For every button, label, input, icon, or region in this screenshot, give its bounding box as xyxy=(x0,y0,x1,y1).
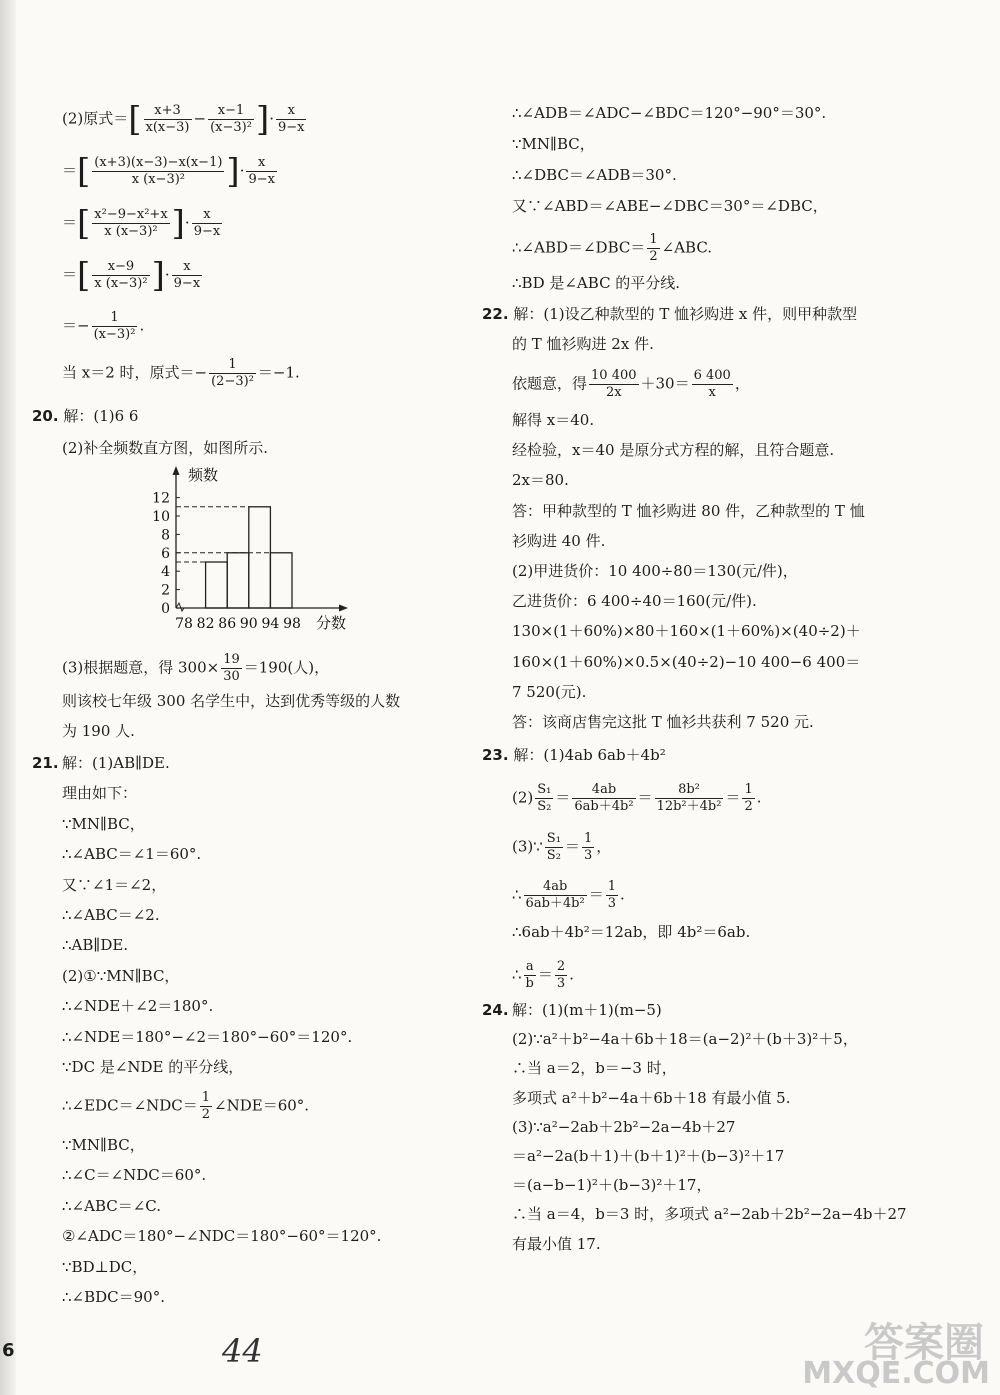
q20-line-5: 为 190 人. xyxy=(62,722,135,740)
fraction: $\frac{1}{3}$ xyxy=(583,831,593,863)
fraction: $\frac{x-1}{\text{(x−3)²}}$ xyxy=(210,103,252,135)
text-line: 有最小值 17. xyxy=(512,1234,601,1253)
q20-line-1: 20. 解：(1)6 6 xyxy=(32,407,139,425)
histogram-bar xyxy=(249,507,271,608)
q21-half-line: ∴∠EDC＝∠NDC＝ $\frac{1}{2}$ ∠NDE＝60°. xyxy=(62,1090,310,1122)
x-axis-label: 分数 xyxy=(316,614,347,632)
q23-line-3: (3)∵ $\frac{\text{S₁}}{\text{S₂}}$ ＝ $\frac{1}{3}$ ， xyxy=(512,831,612,863)
x-tick-label: 86 xyxy=(218,616,237,632)
text-line: 解：(1)(m＋1)(m−5) xyxy=(512,1001,662,1019)
fraction: $\frac{x+3}{x(x-3)}$ xyxy=(145,103,190,135)
fraction: $\frac{(x+3)(x-3)-x(x-1)}{\text{x (x−3)²}}$ xyxy=(94,155,223,187)
y-axis-arrow xyxy=(173,466,180,475)
text-line: ∴∠ABC＝∠1＝60°. xyxy=(62,845,202,864)
text-line: 经检验，x＝40 是原分式方程的解，且符合题意. xyxy=(512,441,835,460)
text-line: ∴当 a＝4，b＝3 时，多项式 a²−2ab＋2b²−2a−4b＋27 xyxy=(512,1205,907,1224)
text-line: 答：该商店售完这批 T 恤衫共获利 7 520 元. xyxy=(512,713,814,731)
fraction: $\frac{10 400}{2x}$ xyxy=(591,368,637,400)
text-line: 7 520(元). xyxy=(512,682,587,701)
text-line: (3)∵a²−2ab＋2b²−2a−4b＋27 xyxy=(512,1117,736,1136)
x-tick-label: 98 xyxy=(283,616,301,632)
q20-line-4: 则该校七年级 300 名学生中，达到优秀等级的人数 xyxy=(62,692,401,710)
y-tick-label: 10 xyxy=(152,509,170,525)
q19-line-2: ＝[ $\frac{(x+3)(x-3)-x(x-1)}{\text{x (x−3)²}}$ ]· $\frac{x}{9-x}$ xyxy=(62,151,275,192)
fraction: $\frac{x}{9-x}$ xyxy=(248,155,275,187)
watermark-en: MXQE.COM xyxy=(802,1356,990,1391)
text-line: ∴∠ABC＝∠2. xyxy=(62,906,160,924)
watermark xyxy=(802,1311,994,1391)
text-line: 130×(1＋60%)×80＋160×(1＋60%)×(40÷2)＋ xyxy=(512,622,861,641)
fraction: $\frac{1}{\text{(x−3)²}}$ xyxy=(93,310,136,342)
text-line: ∴当 a＝2，b＝−3 时， xyxy=(512,1059,677,1078)
fraction: $\frac{\text{x²−9−x²+x}}{\text{x (x−3)²}}$ xyxy=(94,207,168,239)
text-line: 解：(1)AB∥DE. xyxy=(62,754,170,772)
y-tick-label: 6 xyxy=(161,545,170,562)
q19-line-6: 当 x＝2 时，原式＝− $\frac{1}{\text{(2−3)²}}$ ＝−1. xyxy=(62,357,300,389)
q23-line-1: 23. 解：(1)4ab 6ab＋4b² xyxy=(482,746,666,764)
left-column xyxy=(0,0,480,1395)
text-line: ∴∠BDC＝90°. xyxy=(62,1288,165,1306)
q19-line-3: ＝[ $\frac{\text{x²−9−x²+x}}{\text{x (x−3)²}}$ ]· $\frac{x}{9-x}$ xyxy=(62,203,221,244)
r21-last-line: ∴BD 是∠ABC 的平分线. xyxy=(512,274,681,292)
handwritten-note: 44 xyxy=(222,1332,263,1370)
x-tick-label: 90 xyxy=(239,616,258,632)
y-tick-label: 0 xyxy=(161,601,170,617)
fraction: $\frac{1}{2}$ xyxy=(744,782,753,814)
text-line: 答：甲种款型的 T 恤衫购进 80 件，乙种款型的 T 恤 xyxy=(512,501,865,520)
q19-line-4: ＝[ $\frac{x-9}{\text{x (x−3)²}}$ ]· $\frac{x}{9-x}$ xyxy=(62,255,201,296)
fraction: $\frac{\text{8b²}}{\text{12b²＋4b²}}$ xyxy=(656,782,722,814)
right-column xyxy=(480,0,1000,1395)
q23-line-4: ∴ $\frac{4ab}{\text{6ab＋4b²}}$ ＝ $\frac{1}{3}$ . xyxy=(512,879,625,911)
r21-half-line: ∴∠ABD＝∠DBC＝ $\frac{1}{2}$ ∠ABC. xyxy=(512,232,713,264)
fraction: $\frac{\text{S₁}}{\text{S₂}}$ xyxy=(546,831,561,863)
axis-break xyxy=(176,603,184,611)
q23-line-5: ∴6ab＋4b²＝12ab，即 4b²＝6ab. xyxy=(512,923,751,941)
text-line: 解得 x＝40. xyxy=(512,411,595,429)
text-line: ∵MN∥BC， xyxy=(62,1136,145,1154)
text-line: 理由如下： xyxy=(62,784,138,803)
y-tick-label: 12 xyxy=(152,490,170,507)
fraction: $\frac{6 400}{x}$ xyxy=(693,368,731,400)
x-tick-label: 94 xyxy=(261,616,280,632)
q22-equation: 依题意，得 $\frac{10 400}{2x}$ ＋30＝ $\frac{6 400}{x}$ ， xyxy=(512,368,750,400)
x-tick-label: 78 xyxy=(175,616,193,632)
fraction: $\frac{1}{2}$ xyxy=(649,232,658,264)
text-line: ∴∠C＝∠NDC＝60°. xyxy=(62,1166,207,1185)
text-line: 衫购进 40 件. xyxy=(512,531,606,550)
fraction: $\frac{19}{30}$ xyxy=(223,652,240,684)
histogram-bar xyxy=(270,553,292,608)
fraction: $\frac{1}{3}$ xyxy=(607,879,616,911)
fraction: $\frac{\text{S₁}}{\text{S₂}}$ xyxy=(537,782,552,814)
text-line: ∵MN∥BC， xyxy=(512,135,595,153)
text-line: 乙进货价：6 400÷40＝160(元/件). xyxy=(512,592,757,611)
text-line: 又∵∠ABD＝∠ABE−∠DBC＝30°＝∠DBC， xyxy=(512,197,828,215)
text-line: 160×(1＋60%)×0.5×(40÷2)−10 400−6 400＝ xyxy=(512,652,861,671)
q23-line-6: ∴ $\frac{a}{b}$ ＝ $\frac{2}{3}$ . xyxy=(512,959,574,991)
x-axis-arrow xyxy=(339,605,348,612)
q19-line-5: ＝− $\frac{1}{\text{(x−3)²}}$ . xyxy=(62,310,145,342)
text-line: ∵BD⊥DC， xyxy=(62,1257,148,1276)
fraction: $\frac{4ab}{\text{6ab＋4b²}}$ xyxy=(525,879,585,911)
text-line: ∴∠NDE＝180°−∠2＝180°−60°＝120°. xyxy=(62,1027,353,1046)
q22-line-2: 的 T 恤衫购进 2x 件. xyxy=(512,335,654,353)
text-line: ∴∠ADB＝∠ADC−∠BDC＝120°−90°＝30°. xyxy=(512,104,827,122)
q24-number: 24. xyxy=(482,1001,509,1019)
q20-line-3: (3)根据题意，得 300× $\frac{19}{30}$ ＝190(人)， xyxy=(62,652,330,684)
fraction: $\frac{a}{b}$ xyxy=(525,959,534,991)
histogram-bar xyxy=(227,553,249,608)
y-tick-label: 8 xyxy=(161,527,170,544)
fraction: $\frac{x}{9-x}$ xyxy=(277,103,305,135)
question-number: 20. xyxy=(32,407,59,425)
watermark-cn: 答案圈 xyxy=(864,1320,984,1366)
text-line: (2)甲进货价：10 400÷80＝130(元/件)， xyxy=(512,562,798,580)
text-line: ∴∠DBC＝∠ADB＝30°. xyxy=(512,166,677,184)
page-number-fragment: 6 xyxy=(2,1340,15,1361)
y-tick-label: 2 xyxy=(161,582,170,599)
fraction: $\frac{1}{2}$ xyxy=(201,1090,211,1122)
text-line: ∵MN∥BC， xyxy=(62,814,145,833)
q22-line-1: 22. 解：(1)设乙种款型的 T 恤衫购进 x 件，则甲种款型 xyxy=(482,305,858,323)
y-axis-label: 频数 xyxy=(188,466,219,484)
q21-number: 21. xyxy=(32,754,59,772)
fraction: $\frac{x}{9-x}$ xyxy=(193,207,221,239)
text-line: ∴∠ABC＝∠C. xyxy=(62,1196,162,1215)
q20-line-2: (2)补全频数直方图，如图所示. xyxy=(62,439,269,457)
text-line: ＝(a−b−1)²＋(b−3)²＋17， xyxy=(512,1176,712,1195)
text-line: (2)①∵MN∥BC， xyxy=(62,966,180,985)
text-line: (2)∵a²＋b²−4a＋6b＋18＝(a−2)²＋(b＋3)²＋5， xyxy=(512,1030,858,1049)
text-line: ∵DC 是∠NDE 的平分线， xyxy=(62,1058,244,1076)
y-tick-label: 4 xyxy=(161,564,170,581)
text-line: 2x＝80. xyxy=(512,471,569,490)
fraction: $\frac{2}{3}$ xyxy=(556,959,566,991)
fraction: $\frac{4ab}{\text{6ab＋4b²}}$ xyxy=(574,782,634,814)
text-line: 又∵∠1＝∠2， xyxy=(62,875,167,894)
histogram-bar xyxy=(206,562,228,608)
q23-line-2: (2) $\frac{\text{S₁}}{\text{S₂}}$ ＝ $\frac{4ab}{\text{6ab＋4b²}}$ ＝ $\frac{\text{8b²}}{\text{12b²＋4b²}}$ ＝ $\frac{1}{2}$ . xyxy=(512,782,762,814)
text-line: ②∠ADC＝180°−∠NDC＝180°−60°＝120°. xyxy=(62,1227,382,1246)
text-line: ＝a²−2a(b＋1)＋(b＋1)²＋(b−3)²＋17 xyxy=(512,1147,785,1165)
text-line: ∴∠NDE＋∠2＝180°. xyxy=(62,997,214,1016)
fraction: $\frac{x-9}{\text{x (x−3)²}}$ xyxy=(94,259,148,291)
text-line: ∴AB∥DE. xyxy=(62,936,129,955)
q19-line-1: (2)原式＝[ $\frac{x+3}{x(x-3)}$ − $\frac{x-1}{\text{(x−3)²}}$ ]· $\frac{x}{9-x}$ xyxy=(62,99,305,140)
fraction: $\frac{1}{\text{(2−3)²}}$ xyxy=(211,357,254,389)
x-tick-label: 82 xyxy=(196,616,215,632)
fraction: $\frac{x}{9-x}$ xyxy=(173,259,201,291)
frequency-histogram xyxy=(142,462,372,637)
text-line: 多项式 a²＋b²−4a＋6b＋18 有最小值 5. xyxy=(512,1088,791,1107)
